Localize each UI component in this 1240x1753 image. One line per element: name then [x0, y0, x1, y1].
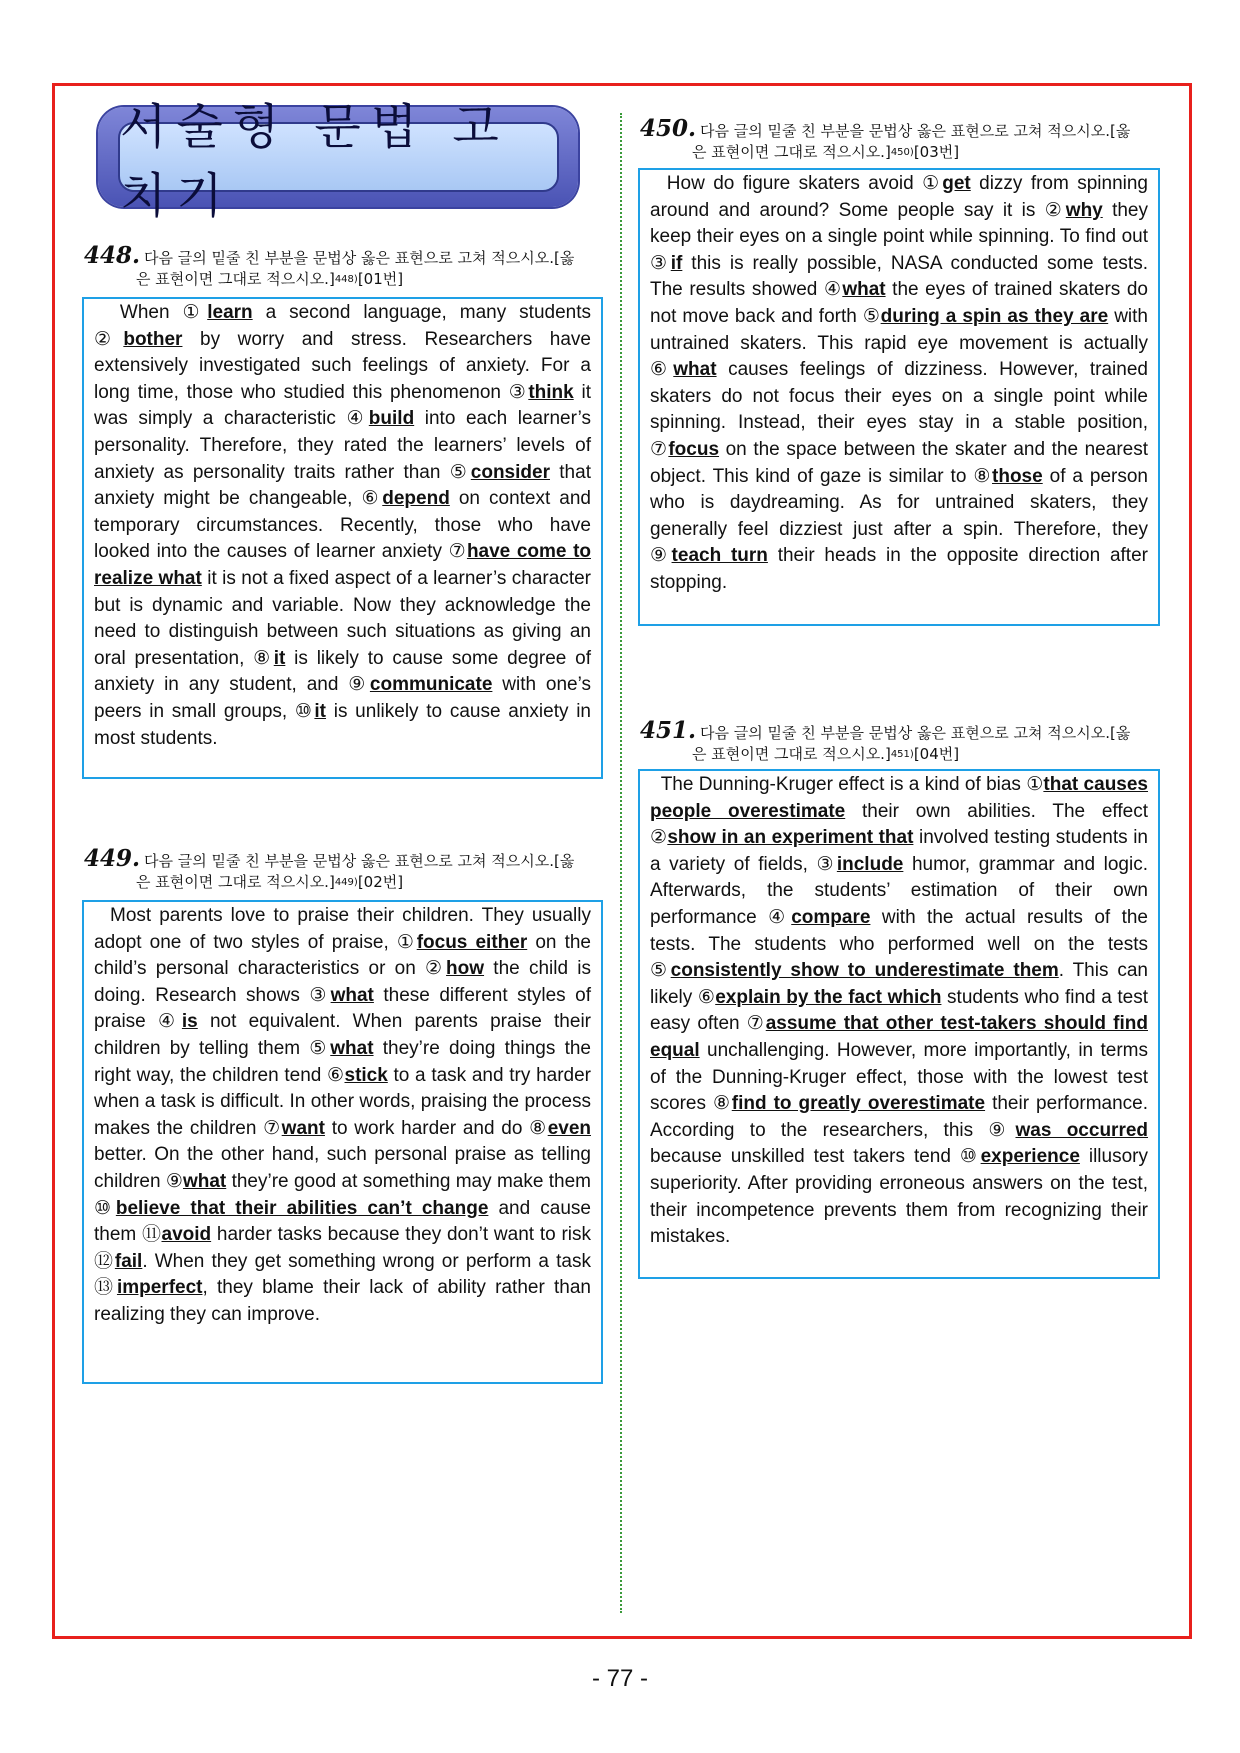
question-number: 451.	[640, 717, 697, 744]
underlined-expression: teach turn	[671, 545, 768, 567]
title-plate	[118, 99, 559, 224]
underlined-expression: what	[330, 984, 374, 1006]
question-tag: [01번]	[357, 270, 404, 288]
underlined-expression: what	[673, 359, 717, 381]
question-tag: [03번]	[913, 143, 960, 161]
underlined-expression: learn	[207, 302, 253, 323]
column-divider	[620, 113, 622, 1613]
underlined-expression: believe that their abilities can’t change	[115, 1197, 489, 1219]
underlined-expression: it	[314, 700, 327, 722]
question-header-450	[640, 115, 1160, 163]
underlined-expression: what	[842, 279, 886, 301]
passage-box-449: Most parents love to praise their children. They usually adopt one of two styles of praise, ①focus either on the child’s personal characteristics or on ②how the child is doing. Research shows ③what these different styles of praise ④is not equivalent. When parents praise their children by telling them ⑤what they’re doing things the right way, the children tend ⑥stick to a task and try harder when a task is difficult. In other words, praising the process makes the children ⑦want to work harder and do ⑧even better. On the other hand, such personal praise as telling children ⑨what they’re good at something may make them ⑩believe that their abilities can’t change and cause them ⑪avoid harder tasks because they don’t want to risk ⑫fail. When they get something wrong or perform a task ⑬imperfect, they blame their lack of ability rather than realizing they can improve.	[82, 900, 603, 1384]
underlined-expression: stick	[344, 1064, 388, 1086]
underlined-expression: fail	[114, 1250, 143, 1272]
instruction-line2: 은 표현이면 그대로 적으시오.]	[136, 873, 335, 891]
underlined-expression: consistently show to underestimate them	[670, 960, 1059, 982]
page-title: 서술형 문법 고치기	[120, 99, 509, 224]
underlined-expression: even	[547, 1117, 591, 1139]
underlined-expression: imperfect	[116, 1277, 203, 1299]
instruction-line1: 다음 글의 밑줄 친 부분을 문법상 옳은 표현으로 고쳐 적으시오.[옳	[700, 122, 1131, 140]
underlined-expression: compare	[791, 906, 871, 928]
underlined-expression: explain by the fact which	[715, 986, 942, 1008]
underlined-expression: was occurred	[1015, 1119, 1149, 1141]
passage-box-448: When ①learn a second language, many students ②bother by worry and stress. Researchers have extensively investigated such feelings of anxiety. For a long time, those who studied this phenomenon ③think it was simply a characteristic ④build into each learner’s personality. Therefore, they rated the learners’ levels of anxiety as personality traits rather than ⑤consider that anxiety might be changeable, ⑥depend on context and temporary circumstances. Recently, those who have looked into the causes of learner anxiety ⑦have come to realize what it is not a fixed aspect of a learner’s character but is dynamic and variable. Now they acknowledge the need to distinguish between such situations as giving an oral presentation, ⑧it is likely to cause some degree of anxiety in any student, and ⑨communicate with one’s peers in small groups, ⑩it is unlikely to cause anxiety in most students.	[82, 297, 603, 779]
underlined-expression: what	[330, 1037, 374, 1059]
instruction-line1: 다음 글의 밑줄 친 부분을 문법상 옳은 표현으로 고쳐 적으시오.[옳	[144, 852, 575, 870]
question-number: 448.	[84, 242, 141, 269]
underlined-expression: it	[273, 647, 286, 669]
underlined-expression: find to greatly overestimate	[731, 1093, 986, 1115]
underlined-expression: why	[1065, 199, 1103, 221]
passage-box-451: The Dunning-Kruger effect is a kind of bias ①that causes people overestimate their own abilities. The effect ②show in an experiment that involved testing students in a variety of fields, ③include humor, grammar and logic. Afterwards, the students’ estimation of their own performance ④compare with the actual results of the tests. The students who performed well on the tests ⑤consistently show to underestimate them. This can likely ⑥explain by the fact which students who find a test easy often ⑦assume that other test-takers should find equal unchallenging. However, more importantly, in terms of the Dunning-Kruger effect, those with the lowest test scores ⑧find to greatly overestimate their performance. According to the researchers, this ⑨was occurred because unskilled test takers tend ⑩experience illusory superiority. After providing erroneous answers on the test, their incompetence prevents them from recognizing their mistakes.	[638, 769, 1160, 1279]
instruction-line2: 은 표현이면 그대로 적으시오.]	[692, 143, 891, 161]
underlined-expression: during a spin as they are	[880, 305, 1109, 327]
underlined-expression: that causes people overestimate	[650, 774, 1149, 822]
underlined-expression: think	[528, 381, 574, 403]
underlined-expression: get	[942, 173, 971, 194]
underlined-expression: bother	[123, 328, 183, 350]
footnote-ref: 448)	[334, 274, 358, 285]
underlined-expression: communicate	[369, 674, 493, 696]
passage-box-450: How do figure skaters avoid ①get dizzy from spinning around and around? Some people say it is ②why they keep their eyes on a single point while spinning. To find out ③if this is really possible, NASA conducted some tests. The results showed ④what the eyes of trained skaters do not move back and forth ⑤during a spin as they are with untrained skaters. This rapid eye movement is actually ⑥what causes feelings of dizziness. However, trained skaters do not focus their eyes on a single point while spinning. Instead, their eyes stay in a stable position, ⑦focus on the space between the skater and the nearest object. This kind of gaze is similar to ⑧those of a person who is daydreaming. As for untrained skaters, they generally feel dizziest just after a spin. Therefore, they ⑨teach turn their heads in the opposite direction after stopping.	[638, 168, 1160, 626]
question-number: 450.	[640, 115, 697, 142]
underlined-expression: show in an experiment that	[667, 827, 914, 849]
underlined-expression: what	[182, 1170, 227, 1192]
underlined-expression: depend	[382, 488, 450, 510]
underlined-expression: include	[836, 853, 904, 875]
question-tag: [04번]	[913, 745, 960, 763]
question-header-448	[84, 242, 604, 290]
underlined-expression: those	[992, 465, 1043, 487]
underlined-expression: consider	[470, 461, 550, 483]
underlined-expression: focus	[668, 438, 720, 460]
instruction-line1: 다음 글의 밑줄 친 부분을 문법상 옳은 표현으로 고쳐 적으시오.[옳	[144, 249, 575, 267]
underlined-expression: if	[670, 252, 683, 274]
instruction-line1: 다음 글의 밑줄 친 부분을 문법상 옳은 표현으로 고쳐 적으시오.[옳	[700, 724, 1131, 742]
question-number: 449.	[84, 845, 141, 872]
question-header-449	[84, 845, 604, 893]
question-header-451	[640, 717, 1160, 765]
instruction-line2: 은 표현이면 그대로 적으시오.]	[136, 270, 335, 288]
underlined-expression: have come to realize what	[94, 541, 591, 589]
underlined-expression: is	[181, 1011, 198, 1033]
underlined-expression: want	[281, 1117, 325, 1139]
question-tag: [02번]	[357, 873, 404, 891]
footnote-ref: 450)	[890, 147, 914, 158]
underlined-expression: assume that other test-takers should find equal	[650, 1013, 1148, 1061]
underlined-expression: avoid	[161, 1224, 212, 1246]
footnote-ref: 451)	[890, 749, 914, 760]
instruction-line2: 은 표현이면 그대로 적으시오.]	[692, 745, 891, 763]
footnote-ref: 449)	[334, 877, 358, 888]
underlined-expression: how	[446, 958, 485, 980]
underlined-expression: build	[368, 408, 415, 430]
underlined-expression: focus either	[416, 931, 528, 953]
underlined-expression: experience	[980, 1146, 1080, 1168]
page-number: - 77 -	[591, 1665, 648, 1692]
